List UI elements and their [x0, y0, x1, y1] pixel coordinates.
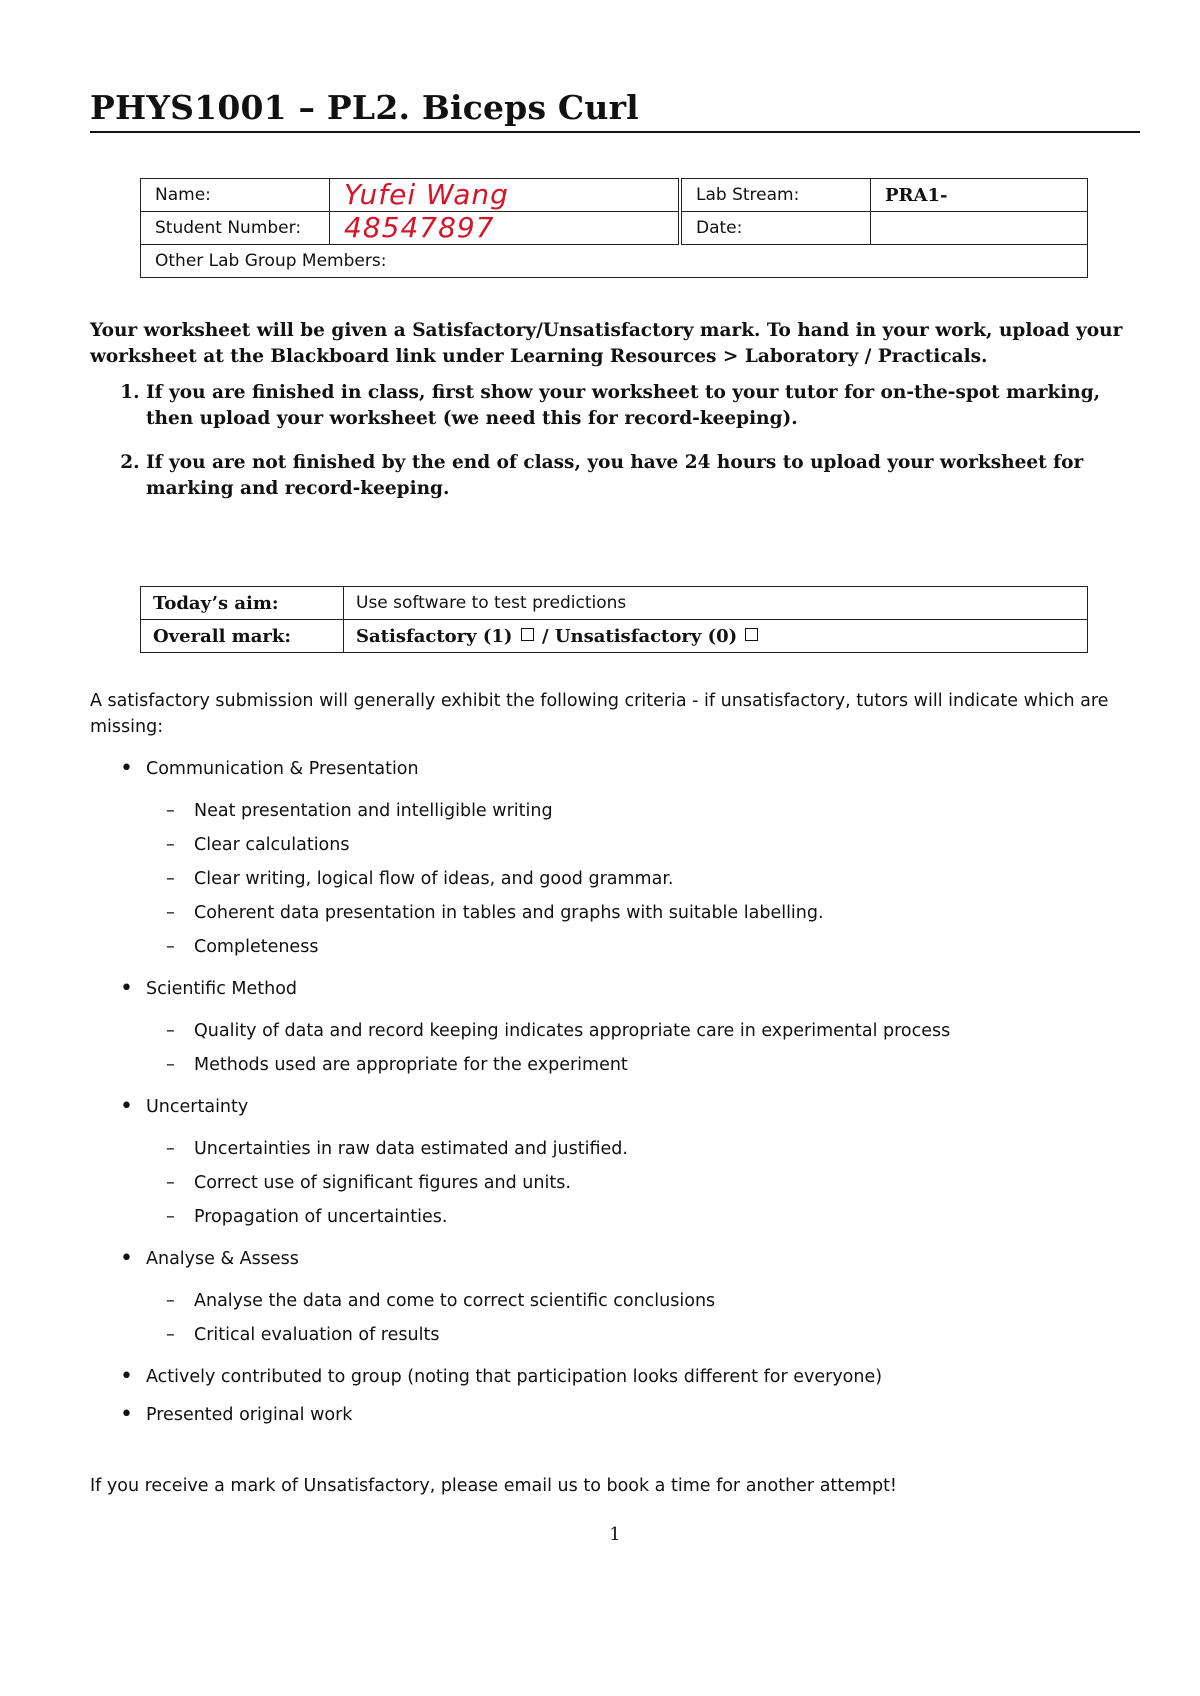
student-info-table: [140, 178, 1088, 278]
instructions-steps: [90, 380, 1140, 502]
criteria-item: – Neat presentation and intelligible writing: [146, 794, 1140, 828]
student-number-field[interactable]: [330, 212, 681, 245]
satisfactory-checkbox[interactable]: [521, 628, 534, 641]
criteria-item: – Critical evaluation of results: [146, 1318, 1140, 1352]
satisfactory-option-label: Satisfactory (1): [356, 625, 513, 647]
criteria-item: – Clear calculations: [146, 828, 1140, 862]
other-members-label: Other Lab Group Members:: [155, 251, 387, 271]
mark-label: Overall mark:: [141, 620, 344, 653]
name-handwriting: Yufei Wang: [344, 178, 509, 211]
instruction-step: 1. If you are finished in class, first show your worksheet to your tutor for on-the-spot marking, then upload your worksheet (we need this for record-keeping).: [146, 380, 1140, 432]
title-rule: [90, 131, 1140, 133]
student-number-label: Student Number:: [141, 212, 330, 245]
lab-stream-label: Lab Stream:: [680, 179, 871, 212]
date-label: Date:: [680, 212, 871, 245]
category-name: Uncertainty: [146, 1097, 249, 1117]
lab-stream-field[interactable]: [871, 179, 1088, 212]
other-members-field[interactable]: [141, 245, 1088, 278]
category-name: Communication & Presentation: [146, 759, 419, 779]
criteria-list: [90, 756, 1140, 1428]
category-name: Scientific Method: [146, 979, 298, 999]
criteria-item: – Analyse the data and come to correct scientific conclusions: [146, 1284, 1140, 1318]
criteria-category: [90, 976, 1140, 1082]
criteria-item: – Completeness: [146, 930, 1140, 964]
category-name: Presented original work: [146, 1405, 353, 1425]
instructions-intro: Your worksheet will be given a Satisfactory/Unsatisfactory mark. To hand in your work, upload your worksheet at the Blackboard link under Learning Resources > Laboratory / Practicals.: [90, 320, 1123, 367]
submission-instructions: [90, 318, 1140, 520]
instruction-step: 2. If you are not finished by the end of class, you have 24 hours to upload your worksheet for marking and record-keeping.: [146, 450, 1140, 502]
criteria-category: [90, 1364, 1140, 1390]
aim-mark-table: [140, 586, 1088, 653]
criteria-item: – Coherent data presentation in tables and graphs with suitable labelling.: [146, 896, 1140, 930]
page-number: 1: [609, 1524, 621, 1545]
criteria-category: [90, 1246, 1140, 1352]
student-number-handwriting: 48547897: [344, 211, 495, 244]
aim-label: Today’s aim:: [141, 587, 344, 620]
criteria-item: – Quality of data and record keeping indicates appropriate care in experimental process: [146, 1014, 1140, 1048]
criteria-category: [90, 756, 1140, 964]
criteria-category: [90, 1402, 1140, 1428]
criteria-item: – Correct use of significant figures and units.: [146, 1166, 1140, 1200]
mark-separator: /: [541, 625, 549, 647]
name-field[interactable]: [330, 179, 681, 212]
aim-value: Use software to test predictions: [344, 587, 1088, 620]
criteria-intro: A satisfactory submission will generally exhibit the following criteria - if unsatisfactory, tutors will indicate which are missing:: [90, 691, 1109, 737]
criteria-item: – Clear writing, logical flow of ideas, and good grammar.: [146, 862, 1140, 896]
criteria-item: – Propagation of uncertainties.: [146, 1200, 1140, 1234]
criteria-item: – Uncertainties in raw data estimated and justified.: [146, 1132, 1140, 1166]
page-title: PHYS1001 – PL2. Biceps Curl: [90, 88, 639, 127]
date-field[interactable]: [871, 212, 1088, 245]
closing-note: If you receive a mark of Unsatisfactory, please email us to book a time for another attempt!: [90, 1476, 897, 1496]
unsatisfactory-checkbox[interactable]: [745, 628, 758, 641]
criteria-section: [90, 688, 1140, 1440]
unsatisfactory-option-label: Unsatisfactory (0): [554, 625, 738, 647]
criteria-category: [90, 1094, 1140, 1234]
lab-stream-value: PRA1-: [885, 184, 948, 206]
category-name: Actively contributed to group (noting that participation looks different for everyone): [146, 1367, 883, 1387]
mark-options: [344, 620, 1088, 653]
criteria-item: – Methods used are appropriate for the experiment: [146, 1048, 1140, 1082]
name-label: Name:: [141, 179, 330, 212]
category-name: Analyse & Assess: [146, 1249, 299, 1269]
